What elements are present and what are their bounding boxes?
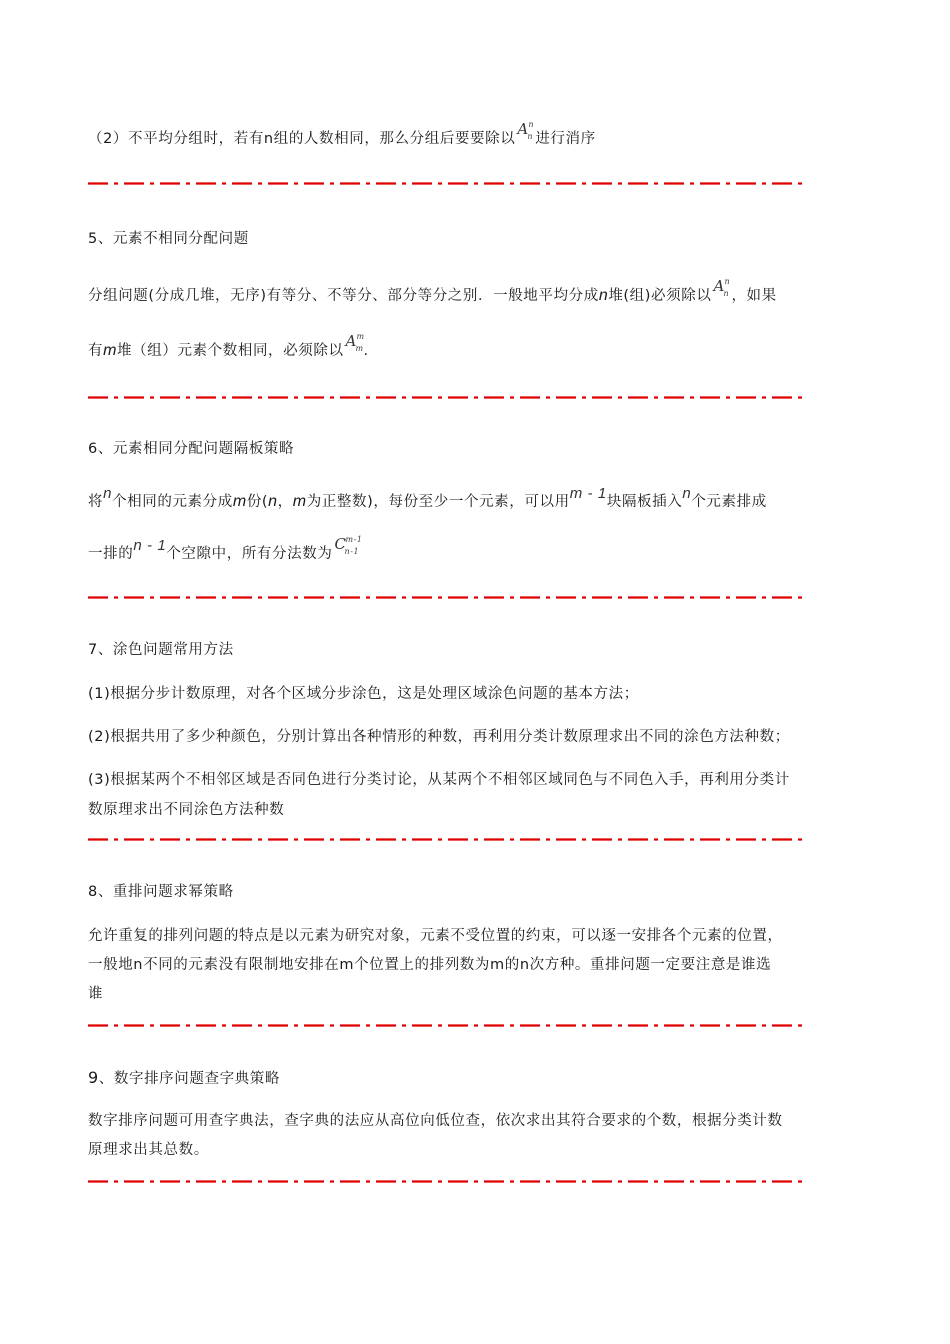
paragraph-5-line-1: 分组问题(分成几堆，无序)有等分、不等分、部分等分之别．一般地平均分成n堆(组)必须除以 A n n ，如果	[88, 277, 777, 304]
section-heading-9: 9、数字排序问题查字典策略	[88, 1068, 280, 1087]
section-heading-5: 5、元素不相同分配问题	[88, 231, 249, 247]
paragraph-7-item-3-line-2: 数原理求出不同涂色方法种数	[88, 802, 285, 818]
paragraph-9-line-2: 原理求出其总数。	[88, 1142, 209, 1158]
dash-dot-line	[88, 396, 806, 399]
section-divider	[88, 182, 806, 185]
paragraph-unequal-grouping: （2）不平均分组时，若有n组的人数相同，那么分组后要要除以 A n n 进行消序	[88, 120, 596, 147]
paragraph-8-line-3: 谁	[88, 986, 104, 1002]
paragraph-7-item-1: (1)根据分步计数原理，对各个区域分步涂色，这是处理区域涂色问题的基本方法；	[88, 686, 639, 702]
paragraph-8-line-2: 一般地n不同的元素没有限制地安排在m个位置上的排列数为m的n次方种。重排问题一定要注意是谁选	[88, 957, 772, 973]
paragraph-6-line-1: 将n个相同的元素分成m份(n，m为正整数)，每份至少一个元素，可以用m - 1块隔板插入n个元素排成	[88, 485, 767, 510]
section-heading-7: 7、涂色问题常用方法	[88, 642, 234, 658]
dash-dot-line	[88, 1180, 806, 1183]
paragraph-9-line-1: 数字排序问题可用查字典法，查字典的法应从高位向低位查，依次求出其符合要求的个数，根据分类计数	[88, 1113, 783, 1129]
permutation-symbol: A n n	[713, 277, 731, 298]
section-heading-8: 8、重排问题求幂策略	[88, 884, 234, 900]
paragraph-5-line-2: 有m堆（组）元素个数相同，必须除以 A m m .	[88, 332, 369, 359]
dash-dot-line	[88, 1024, 806, 1027]
section-divider	[88, 838, 806, 841]
dash-dot-line	[88, 838, 806, 841]
section-divider	[88, 596, 806, 599]
permutation-symbol: A m m	[345, 332, 365, 353]
dash-dot-line	[88, 596, 806, 599]
section-divider	[88, 1180, 806, 1183]
paragraph-8-line-1: 允许重复的排列问题的特点是以元素为研究对象，元素不受位置的约束，可以逐一安排各个元素的位置，	[88, 928, 783, 944]
section-divider	[88, 1024, 806, 1027]
permutation-symbol: A n n	[517, 120, 535, 141]
section-divider	[88, 396, 806, 399]
paragraph-6-line-2: 一排的n - 1个空隙中，所有分法数为 C m-1 n-1	[88, 535, 363, 562]
paragraph-7-item-3-line-1: (3)根据某两个不相邻区域是否同色进行分类讨论，从某两个不相邻区域同色与不同色入手，再利用分类计	[88, 772, 790, 788]
section-heading-6: 6、元素相同分配问题隔板策略	[88, 441, 295, 457]
dash-dot-line	[88, 182, 806, 185]
paragraph-7-item-2: (2)根据共用了多少种颜色，分别计算出各种情形的种数，再利用分类计数原理求出不同的涂色方法种数；	[88, 729, 790, 745]
combination-symbol: C m-1 n-1	[334, 535, 363, 556]
